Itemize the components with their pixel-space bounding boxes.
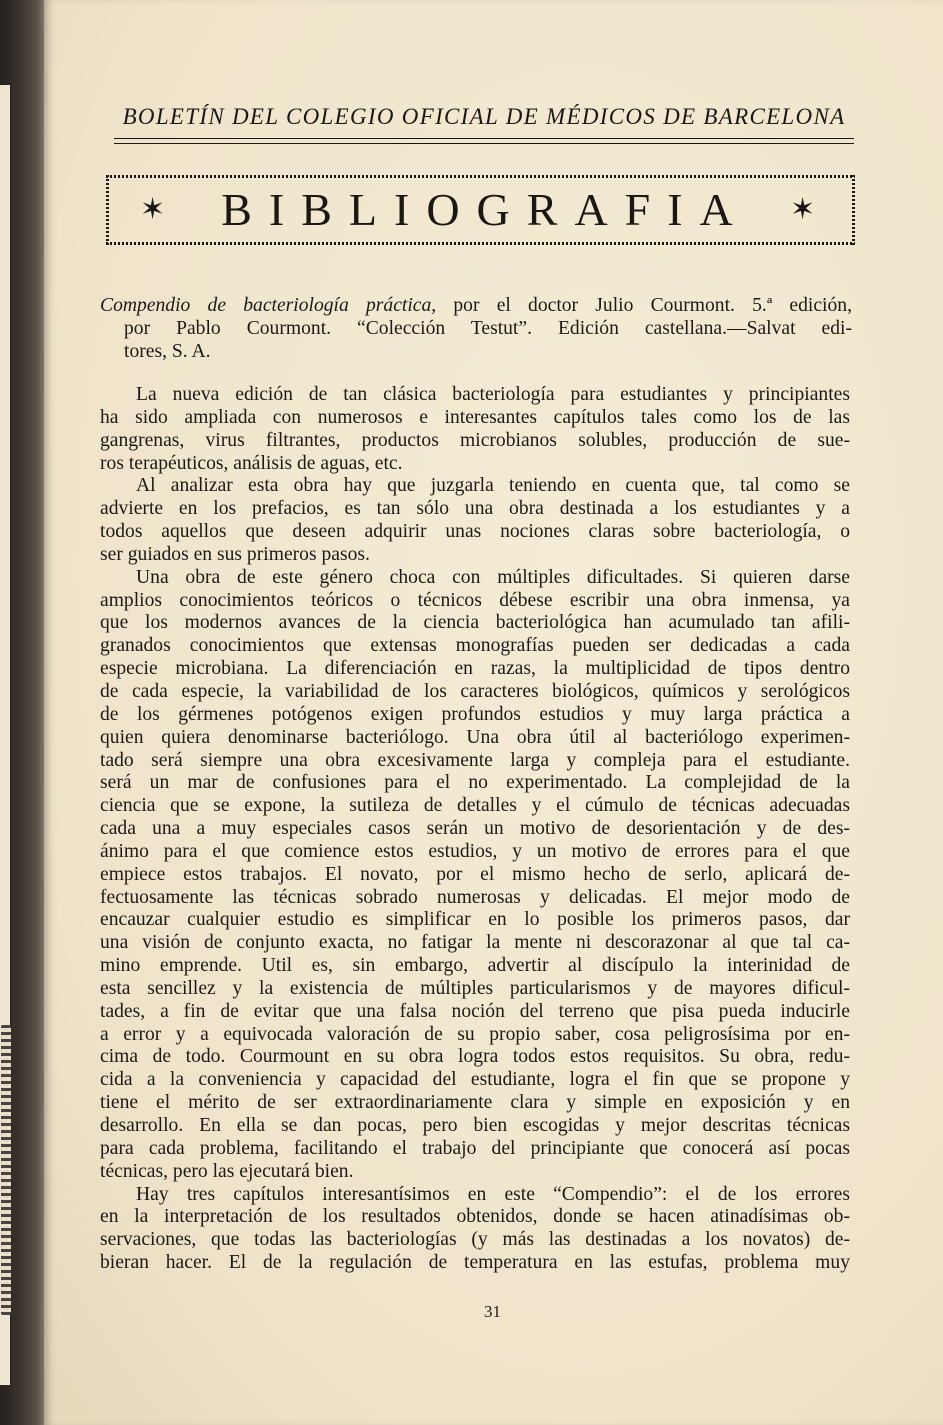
text-line: Una obra de este género choca con múltiples dificultades. Si quieren darse: [136, 566, 850, 588]
document-page: [44, 0, 943, 1425]
text-line: en la interpretación de los resultados obtenidos, donde se hacen atinadísimas ob-: [100, 1206, 850, 1228]
text-line: que los modernos avances de la ciencia bacteriológica han acumulado tan afili-: [100, 612, 850, 634]
text-line: tiene el mérito de ser extraordinariamente clara y simple en exposición y en: [100, 1092, 850, 1114]
star-ornament-left: ✶: [140, 193, 166, 226]
citation-author: por el doctor Julio Courmont. 5.ª edición,: [436, 295, 852, 316]
text-line: técnicas, pero las ejecutará bien.: [100, 1160, 354, 1182]
citation-line-2: por Pablo Courmont. “Colección Testut”. Edición castellana.—Salvat edi-: [124, 317, 852, 339]
text-line: tades, a fin de evitar que una falsa noción del terreno que pisa pueda inducirle: [100, 1000, 850, 1022]
text-line: Al analizar esta obra hay que juzgarla teniendo en cuenta que, tal como se: [136, 475, 850, 497]
text-line: quien quiera denominarse bacteriólogo. Una obra útil al bacteriólogo experimen-: [100, 726, 850, 748]
header-rule-top: [114, 138, 854, 139]
title-border-bottom: [106, 242, 855, 245]
text-line: servaciones, que todas las bacteriologías (y más las destinadas a los novatos) de-: [100, 1229, 850, 1251]
text-line: cida a la conveniencia y capacidad del estudiante, logra el fin que se propone y: [100, 1069, 850, 1091]
header-rule-bottom: [114, 143, 854, 144]
text-line: una visión de conjunto exacta, no fatigar la mente ni descorazonar al que tal ca-: [100, 932, 850, 954]
review-text: [100, 384, 850, 1275]
book-citation: [100, 295, 852, 364]
text-line: bieran hacer. El de la regulación de temperatura en las estufas, problema muy: [100, 1252, 850, 1274]
text-line: de cada especie, la variabilidad de los caracteres biológicos, químicos y serológicos: [100, 680, 850, 702]
citation-line-3: tores, S. A.: [124, 340, 211, 362]
text-line: todos aquellos que deseen adquirir unas nociones claras sobre bacteriología, o: [100, 521, 850, 543]
text-line: ciencia que se expone, la sutileza de detalles y el cúmulo de técnicas adecuadas: [100, 795, 850, 817]
text-line: mino emprende. Util es, sin embargo, advertir al discípulo la interinidad de: [100, 955, 850, 977]
text-line: empiece estos trabajos. El novato, por el mismo hecho de serlo, aplicará de-: [100, 863, 850, 885]
page-number: 31: [484, 1302, 501, 1321]
book-title: Compendio de bacteriología práctica,: [100, 295, 437, 316]
text-line: ha sido ampliada con numerosos e interesantes capítulos tales como los de las: [100, 406, 850, 428]
text-line: La nueva edición de tan clásica bacteriología para estudiantes y principiantes: [136, 384, 850, 405]
text-line: encauzar cualquier estudio es simplificar en lo posible los primeros pasos, dar: [100, 909, 850, 931]
text-line: Hay tres capítulos interesantísimos en este “Compendio”: el de los errores: [136, 1183, 850, 1205]
text-line: gangrenas, virus filtrantes, productos microbianos solubles, producción de sue-: [100, 429, 850, 451]
text-line: ánimo para el que comience estos estudios, y un motivo de errores para el que: [100, 840, 850, 862]
text-line: amplios conocimientos teóricos o técnicos débese escribir una obra inmensa, ya: [100, 589, 850, 611]
binding-ornament: [1, 1025, 11, 1315]
text-line: ser guiados en sus primeros pasos.: [100, 543, 370, 565]
text-line: tado será siempre una obra excesivamente larga y compleja para el estudiante.: [100, 749, 850, 771]
text-line: esta sencillez y la existencia de múltiples particularismos y de mayores dificul-: [100, 977, 850, 999]
text-line: cada una a muy especiales casos serán un motivo de desorientación y de des-: [100, 818, 850, 840]
star-ornament-right: ✶: [790, 193, 816, 226]
text-line: a error y a equivocada valoración de su propio saber, cosa peligrosísima por en-: [100, 1023, 850, 1045]
text-line: cima de todo. Courmount en su obra logra todos estos requisitos. Su obra, redu-: [100, 1046, 850, 1068]
text-line: para cada problema, facilitando el trabajo del principiante que conocerá así pocas: [100, 1137, 850, 1159]
text-line: granados conocimientos que extensas monografías pueden ser dedicadas a cada: [100, 635, 850, 657]
text-line: desarrollo. En ella se dan pocas, pero bien escogidas y mejor descritas técnicas: [100, 1115, 850, 1136]
text-line: de los gérmenes potógenos exigen profundos estudios y muy larga práctica a: [100, 703, 850, 725]
text-line: fectuosamente las técnicas sobrado numerosas y delicadas. El mejor modo de: [100, 886, 850, 908]
citation-line-1: [100, 295, 852, 318]
text-line: será un mar de confusiones para el no experimentado. La complejidad de la: [100, 772, 850, 794]
section-title: BIBLIOGRAFIA: [221, 184, 750, 235]
title-border-top: [106, 175, 855, 178]
text-line: ros terapéuticos, análisis de aguas, etc.: [100, 452, 403, 474]
running-head: BOLETÍN DEL COLEGIO OFICIAL DE MÉDICOS DE BARCELONA: [122, 104, 846, 129]
section-title-box: [106, 175, 855, 245]
text-line: advierte en los prefacios, es tan sólo una obra destinada a los estudiantes y a: [100, 498, 850, 520]
text-line: especie microbiana. La diferenciación en razas, la multiplicidad de tipos dentro: [100, 658, 850, 680]
